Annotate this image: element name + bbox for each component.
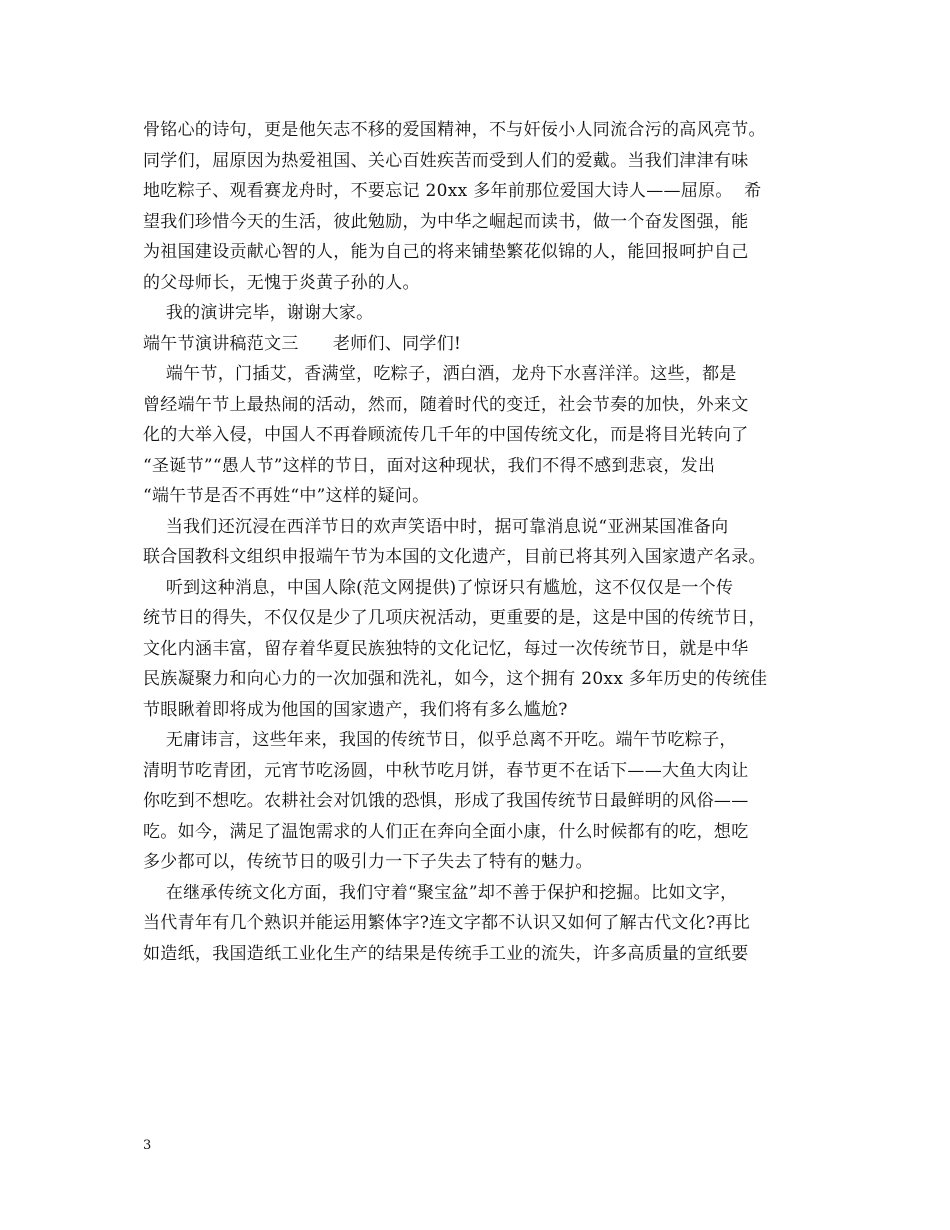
text-line: 望我们珍惜今天的生活，彼此勉励，为中华之崛起而读书，做一个奋发图强，能 [143,211,749,232]
text-line: 当我们还沉浸在西洋节日的欢声笑语中时，据可靠消息说“亚洲某国准备向 [143,516,729,537]
text-line: 在继承传统文化方面，我们守着“聚宝盆”却不善于保护和挖掘。比如文字， [143,882,738,903]
text-line: 曾经端午节上最热闹的活动，然而，随着时代的变迁，社会节奏的加快，外来文 [143,394,749,415]
text-line: 文化内涵丰富，留存着华夏民族独特的文化记忆，每过一次传统节日，就是中华 [143,638,749,659]
text-line: 同学们，屈原因为热爱祖国、关心百姓疾苦而受到人们的爱戴。当我们津津有味 [143,150,749,171]
text-line: “圣诞节”“愚人节”这样的节日，面对这种现状，我们不得不感到悲哀，发出 [143,455,716,476]
text-line: 无庸讳言，这些年来，我国的传统节日，似乎总离不开吃。端午节吃粽子， [143,730,737,750]
text-line: 统节日的得失，不仅仅是少了几项庆祝活动，更重要的是，这是中国的传统节日， [143,608,766,628]
text-line: 听到这种消息，中国人除(范文网提供)了惊讶只有尴尬，这不仅仅是一个传 [143,577,734,598]
text-line: 端午节，门插艾，香满堂，吃粽子，洒白酒，龙舟下水喜洋洋。这些，都是 [143,364,737,384]
text-line: 当代青年有几个熟识并能运用繁体字?连文字都不认识又如何了解古代文化?再比 [143,913,751,933]
text-line: 民族凝聚力和向心力的一次加强和洗礼，如今，这个拥有 20xx 多年历史的传统佳 [143,669,768,689]
text-line: 化的大举入侵，中国人不再眷顾流传几千年的中国传统文化，而是将目光转向了 [143,425,749,445]
text-line: “端午节是否不再姓“中”这样的疑问。 [143,486,430,506]
text-line: 联合国教科文组织申报端午节为本国的文化遗产，目前已将其列入国家遗产名录。 [143,547,766,567]
document-body [143,115,843,969]
page-number: 3 [143,1138,152,1153]
text-line: 地吃粽子、观看赛龙舟时，不要忘记 20xx 多年前那位爱国大诗人——屈原。 希 [143,181,762,201]
text-line: 节眼瞅着即将成为他国的国家遗产，我们将有多么尴尬? [143,699,568,720]
text-line: 你吃到不想吃。农耕社会对饥饿的恐惧，形成了我国传统节日最鲜明的风俗—— [143,791,749,811]
section-heading-line: 端午节演讲稿范文三 老师们、同学们! [143,333,462,354]
text-line: 多少都可以，传统节日的吸引力一下子失去了特有的魅力。 [143,852,593,872]
text-line: 吃。如今，满足了温饱需求的人们正在奔向全面小康，什么时候都有的吃，想吃 [143,821,749,842]
text-line: 为祖国建设贡献心智的人，能为自己的将来铺垫繁花似锦的人，能回报呵护自己 [143,242,749,262]
text-line: 的父母师长，无愧于炎黄子孙的人。 [143,272,420,293]
text-line: 清明节吃青团，元宵节吃汤圆，中秋节吃月饼，春节更不在话下——大鱼大肉让 [143,760,749,781]
text-line: 我的演讲完毕，谢谢大家。 [143,303,374,323]
text-line: 如造纸，我国造纸工业化生产的结果是传统手工业的流失，许多高质量的宣纸要 [143,943,749,964]
text-line: 骨铭心的诗句，更是他矢志不移的爱国精神，不与奸佞小人同流合污的高风亮节。 [143,120,766,140]
